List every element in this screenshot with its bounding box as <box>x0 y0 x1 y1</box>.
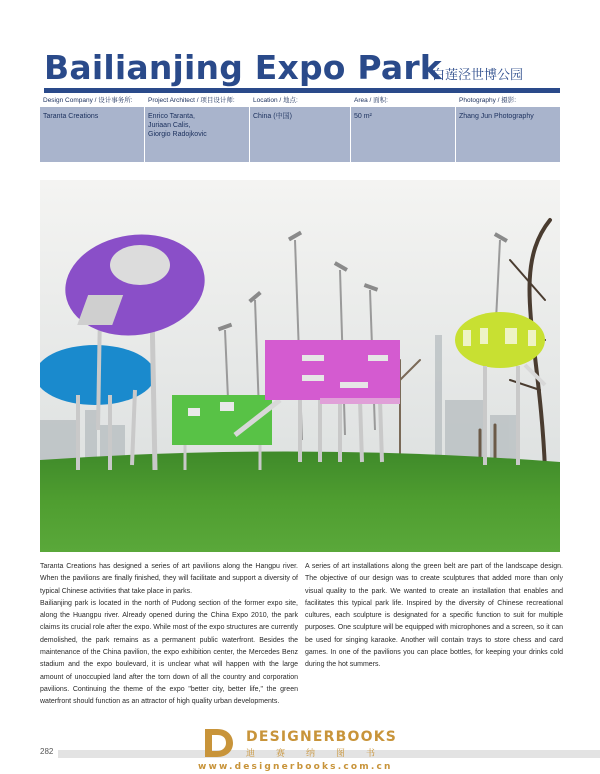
pavilions-photo <box>40 180 560 552</box>
info-area <box>351 95 455 162</box>
designerbooks-logo-icon <box>203 727 235 759</box>
info-label: Photography / 摄影: <box>459 97 517 104</box>
paragraph: A series of art installations along the green belt are part of the landscape design. The objective of our design was to create sculptures that added more than only visual quality to the park. We wanted to create an installation that enables and facilitates this typical park life. Inspired by the diversity of Chinese recreational cultures, each sculpture is designated for a specific function to suit for multiple purposes. One sculpture will be equipped with microphones and a screen, so it can be used for singing karaoke. Another will contain trays to store chess and card games. In one of the pavilions you can place bottles, for keeping your drinks cold during the hot summers. <box>305 563 563 669</box>
page-title: Bailianjing Expo Park <box>44 48 442 87</box>
brand-name: DESIGNERBOOKS <box>246 729 398 745</box>
info-location <box>250 95 350 162</box>
info-value: China (中国) <box>250 107 350 162</box>
info-value: Zhang Jun Photography <box>456 107 560 162</box>
body-text-right <box>305 561 563 672</box>
info-value: Enrico Taranta, Juriaan Calis, Giorgio Radojkovic <box>145 107 249 162</box>
info-label: Location / 地点: <box>253 97 298 104</box>
body-text-left <box>40 561 298 709</box>
title-block <box>44 48 560 88</box>
page-number: 282 <box>40 747 54 756</box>
info-photography <box>456 95 560 162</box>
website-url: www.designerbooks.com.cn <box>198 762 393 772</box>
paragraph: Taranta Creations has designed a series of art pavilions along the Hangpu river. When the pavilions are finally finished, they will facilitate and support a diversity of typical Chinese activities that take place in parks. <box>40 563 298 595</box>
paragraph: Bailianjing park is located in the north of Pudong section of the former expo site, along the Huangpu river. Already opened during the China Expo 2010, the park claims its crucial role after the expo. While most of the expo structures are currently demolished, the park remains as a permanent public waterfront. Besides the maintenance of the China pavilion, the expo exhibition center, the Mercedes Benz stadium and the expo boulevard, it is unclear what will happen with the large amount of unoccupied land after the torn down of all the country and corporation pavilions. Continuing the theme of the expo "better city, better life," the green waterfront should function as an attractor of high quality urban developments. <box>40 599 298 706</box>
info-value: 50 m² <box>351 107 455 162</box>
brand-name-chinese: 迪赛纳图书 <box>246 749 397 759</box>
page-title-chinese: 白莲泾世博公园 <box>432 68 524 83</box>
info-label: Project Architect / 项目设计师: <box>148 97 235 104</box>
project-info-table <box>40 95 560 162</box>
title-rule <box>44 88 560 93</box>
info-design-company <box>40 95 144 162</box>
info-label: Design Company / 设计事务所: <box>43 97 133 104</box>
info-label: Area / 面积: <box>354 97 388 104</box>
info-project-architect <box>145 95 249 162</box>
info-value: Taranta Creations <box>40 107 144 162</box>
